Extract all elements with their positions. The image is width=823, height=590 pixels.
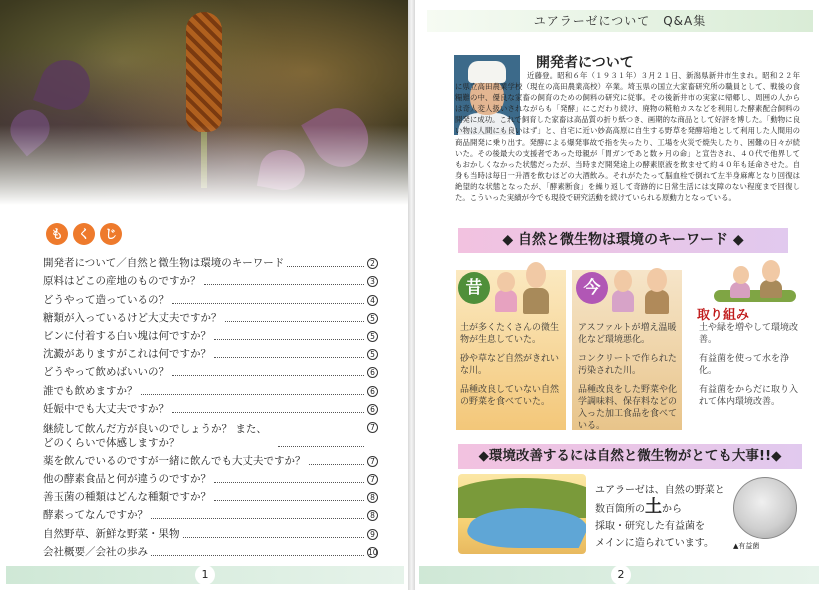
developer-title: 開発者について: [536, 55, 634, 71]
toc-item[interactable]: 自然野草、新鮮な野菜・果物 9: [43, 522, 378, 540]
plant-cone: [186, 12, 222, 132]
toc-item[interactable]: 妊娠中でも大丈夫ですか？ 6: [43, 398, 378, 416]
importance-banner: ◆環境改善するには自然と微生物がとても大事!!◆: [458, 444, 802, 469]
toc-item[interactable]: 誰でも飲めますか？ 6: [43, 379, 378, 397]
left-page: [0, 0, 408, 590]
toc-item[interactable]: 継続して飲んだ方が良いのでしょうか？ また、どのくらいで体感しますか？ 7: [43, 416, 378, 450]
torikumi-label: 取り組み: [697, 308, 750, 323]
petri-dish-photo: [733, 477, 797, 539]
toc-item[interactable]: 会社概要／会社の歩み 10: [43, 545, 378, 558]
toc-item[interactable]: 善玉菌の種類はどんな種類ですか？ 8: [43, 486, 378, 504]
mukashi-text: 土が多くたくさんの微生物が生息していた。 砂や草など自然がきれいな川。 品種改良していない自然の野菜を食べていた。: [460, 323, 560, 407]
toc-item[interactable]: どうやって飲めばいいの？ 6: [43, 361, 378, 379]
toc-item[interactable]: どうやって造っているの？ 4: [43, 288, 378, 306]
developer-body: 近藤登。昭和６年（１９３１年）３月２１日、新潟県新井市生まれ。昭和２２年に県立高田農業学校（現在の高田農業高校）卒業。埼玉県の国立大家畜研究所の職員として、戦後の食糧難の中、優良な家畜の飼育のための飼料の研究に従事。その後新井市の実家に帰郷し、周囲の人からは奇人変人扱いされながらも「発酵」にこだわり続け、廃物の糀粕カスなどを利用した酵素配合飼料の開発に成功。これで飼育した家畜は高品質の折り紙つき、画期的な商品として好評を博した。「動物に良い物は人間にも良いはず」と、自宅に近い妙高高原に自生する野草を発酵培地として利用した人間用の商品開発に乗り出す。発酵による爆発事故で指を失ったり、工場を火災で焼失したり、困難の日々が続いた。その後最大の支援者であった母親が「胃ガンであと数ヶ月の命」と宣告され、４０代で他界してもおかしくなかった状態だったが、当時まだ開発途上の酵素原液を飲ませて約４０年も延命させた。自身も当時は毎日一升酒を飲むほどの大酒飲み。それがたたって脳血栓で倒れて左半身麻痺となり回復は絶望的な状態となったが、「酵素断食」を繰り返して奇跡的に日常生活には支障のない程度まで回復した。こういった実績が今でも現役で研究活動を続けていられる原動力となっている。: [455, 71, 800, 203]
page-number: 2: [611, 565, 631, 585]
torikumi-text: 土や緑を増やして環境改善。 有益菌を使って水を浄化。 有益菌をからだに取り入れて体内環境改善。: [699, 323, 799, 407]
toc-item[interactable]: 沈澱がありますがこれは何ですか？ 5: [43, 343, 378, 361]
page-number: 1: [195, 565, 215, 585]
book-gutter: [408, 0, 415, 590]
ima-text: アスファルトが増え温暖化など環境悪化。 コンクリートで作られた汚染された川。 品種改良をした野菜や化学調味料、保存料などの入った加工食品を食べている。: [578, 323, 678, 431]
toc-item[interactable]: 糖類が入っているけど大丈夫ですか？ 5: [43, 307, 378, 325]
toc-item[interactable]: 酵素ってなんですか？ 8: [43, 504, 378, 522]
toc-item[interactable]: ビンに付着する白い塊は何ですか？ 5: [43, 325, 378, 343]
keyword-banner: ◆ 自然と微生物は環境のキーワード ◆: [458, 228, 788, 253]
petri-caption: ▲有益菌: [733, 542, 760, 550]
toc-item[interactable]: 原料はどこの産地のものですか？ 3: [43, 270, 378, 288]
mukashi-badge: 昔: [458, 272, 490, 304]
toc-item[interactable]: 他の酵素食品と何が違うのですか？ 7: [43, 468, 378, 486]
toc-item[interactable]: 開発者について／自然と微生物は環境のキーワード 2: [43, 252, 378, 270]
ima-badge: 今: [576, 272, 608, 304]
cover-photo: [0, 0, 408, 205]
toc-title: も く じ: [46, 223, 122, 245]
closing-text: ユアラーゼは、自然の野菜と 数百箇所の土から 採取・研究した有益菌を メインに造られています。: [595, 485, 725, 549]
toc-list: [43, 252, 378, 559]
toc-item[interactable]: 薬を飲んでいるのですが一緒に飲んでも大丈夫ですか？ 7: [43, 450, 378, 468]
river-illustration: [458, 474, 586, 554]
page-header: ユアラーゼについて Q&A集: [427, 10, 813, 32]
